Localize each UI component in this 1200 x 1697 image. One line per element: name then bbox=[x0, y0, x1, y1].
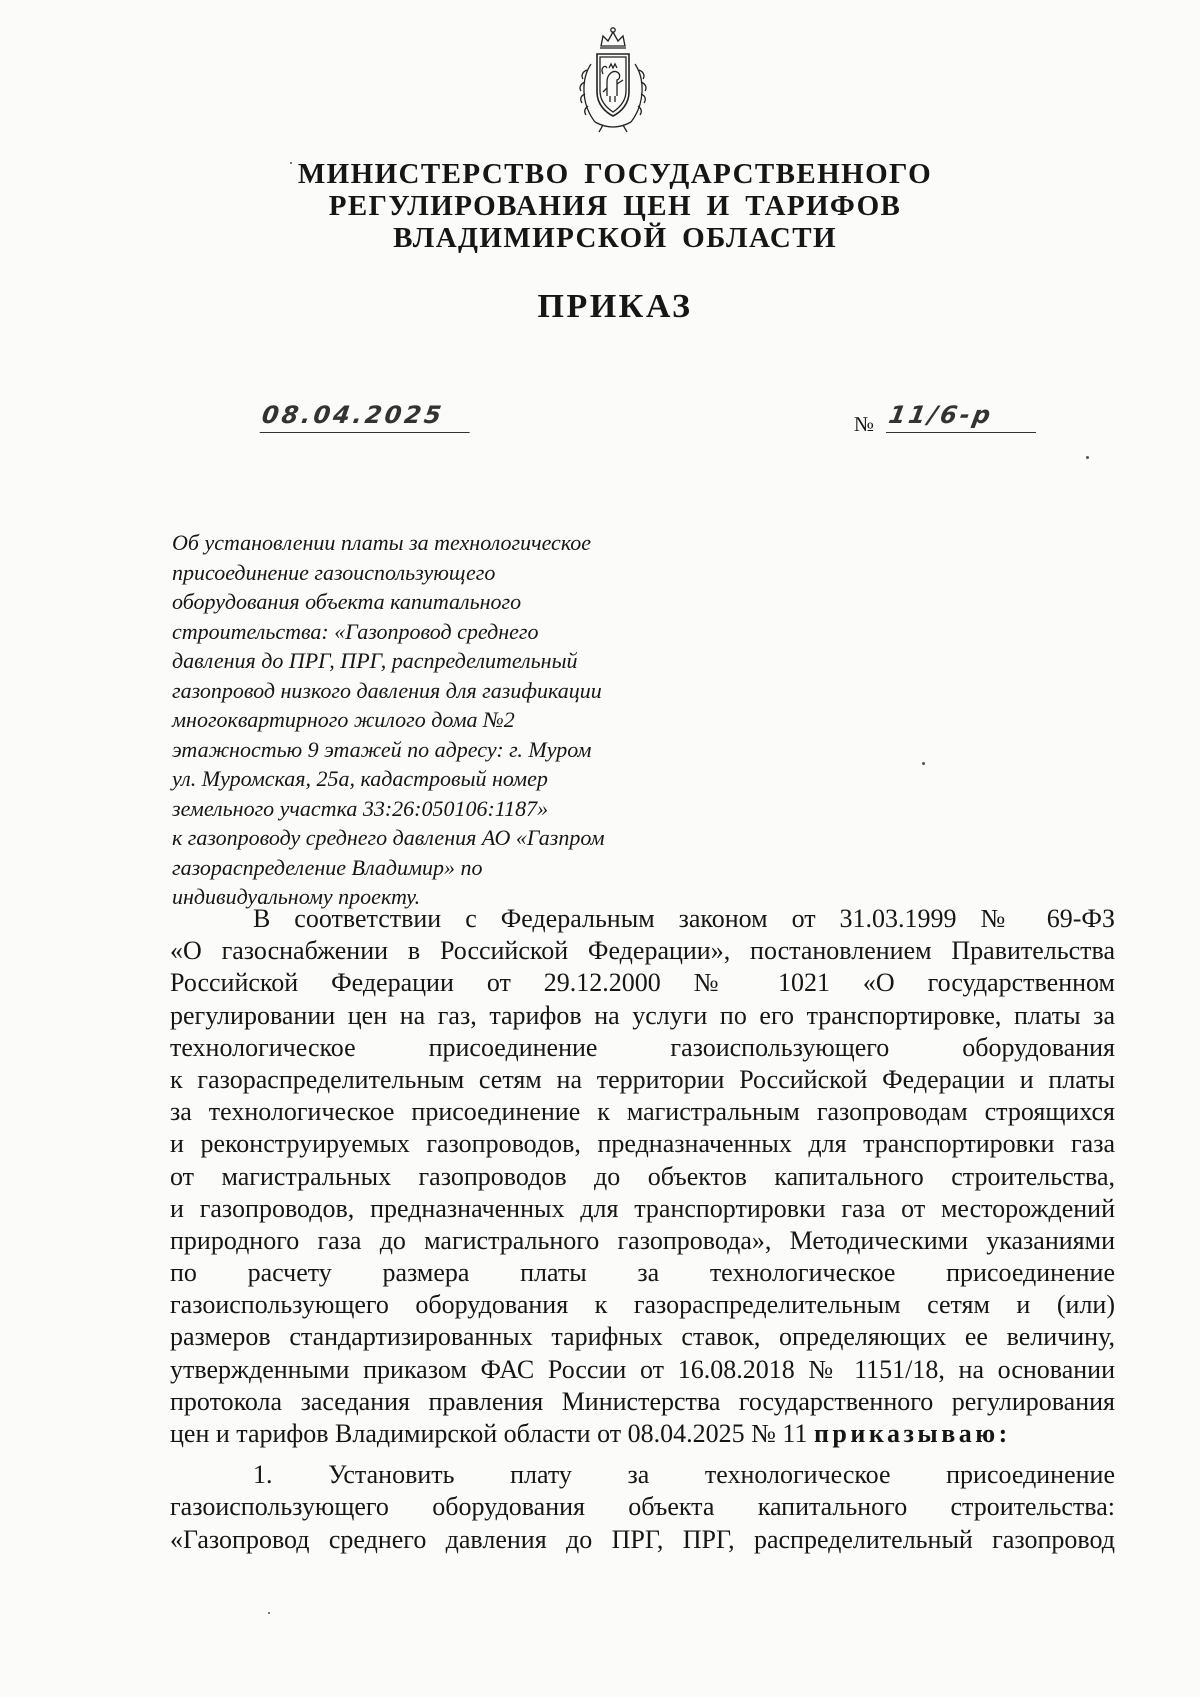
preamble-line: за технологическое присоединение к магистральным газопроводам строящихся bbox=[170, 1097, 1115, 1127]
document-type-title: ПРИКАЗ bbox=[537, 288, 693, 325]
title-line: газораспределение Владимир» по bbox=[172, 854, 483, 880]
title-line: к газопроводу среднего давления АО «Газпром bbox=[172, 825, 605, 850]
title-line: индивидуальному проекту. bbox=[172, 884, 421, 909]
title-line: ул. Муромская, 25а, кадастровый номер bbox=[172, 766, 548, 791]
ministry-header bbox=[200, 158, 1030, 254]
item-1-line: «Газопровод среднего давления до ПРГ, ПРГ, распределительный газопровод bbox=[170, 1524, 1115, 1554]
scan-speck bbox=[268, 1612, 270, 1614]
preamble-line: газоиспользующего оборудования к газораспределительным сетям и (или) bbox=[170, 1290, 1115, 1320]
preamble-line: и газопроводов, предназначенных для транспортировки газа от месторождений bbox=[170, 1193, 1115, 1223]
coat-of-arms-icon bbox=[573, 24, 653, 134]
title-line: присоединение газоиспользующего bbox=[172, 559, 496, 585]
preamble-line: по расчету размера платы за технологическое присоединение bbox=[170, 1258, 1115, 1288]
item-1-line: 1. Установить плату за технологическое присоединение bbox=[253, 1460, 1115, 1490]
preamble-line: протокола заседания правления Министерства государственного регулирования bbox=[170, 1386, 1115, 1416]
title-line: Об установлении платы за технологическое bbox=[172, 530, 592, 555]
preamble-line: природного газа до магистрального газопровода», Методическими указаниями bbox=[170, 1225, 1115, 1255]
number-sign: № bbox=[854, 412, 875, 436]
header-line: МИНИСТЕРСТВО ГОСУДАРСТВЕННОГО bbox=[297, 158, 933, 190]
scan-speck bbox=[1086, 456, 1089, 459]
preamble-final-text: цен и тарифов Владимирской области от 08.04.2025 № 11 bbox=[170, 1419, 814, 1448]
order-body bbox=[170, 903, 1115, 1556]
scan-speck bbox=[290, 162, 292, 164]
preamble-line: технологическое присоединение газоиспользующего оборудования bbox=[170, 1032, 1115, 1062]
order-date: 08.04.2025 bbox=[260, 398, 475, 433]
item-1-line: газоиспользующего оборудования объекта капитального строительства: bbox=[170, 1492, 1115, 1522]
title-line: строительства: «Газопровод среднего bbox=[172, 618, 539, 644]
title-line: многоквартирного жилого дома №2 bbox=[172, 707, 515, 732]
title-line: земельного участка 33:26:050106:1187» bbox=[172, 795, 549, 821]
title-line: этажностью 9 этажей по адресу: г. Муром bbox=[172, 736, 592, 762]
preamble-line: утвержденными приказом ФАС России от 16.08.2018 № 1151/18, на основании bbox=[170, 1354, 1115, 1384]
preamble-line: Российской Федерации от 29.12.2000 № 1021 «О государственном bbox=[170, 968, 1115, 998]
order-number: 11/6-р bbox=[886, 398, 1042, 433]
scan-speck bbox=[922, 762, 925, 765]
preamble-line: «О газоснабжении в Российской Федерации», постановлением Правительства bbox=[170, 936, 1115, 966]
title-line: газопровод низкого давления для газификации bbox=[172, 677, 602, 703]
preamble-line: размеров стандартизированных тарифных ставок, определяющих ее величину, bbox=[170, 1322, 1115, 1352]
preamble-line: В соответствии с Федеральным законом от 31.03.1999 № 69-ФЗ bbox=[253, 904, 1115, 933]
preamble-line: регулировании цен на газ, тарифов на услуги по его транспортировке, платы за bbox=[170, 1000, 1115, 1030]
title-line: оборудования объекта капитального bbox=[172, 589, 522, 614]
header-line: РЕГУЛИРОВАНИЯ ЦЕН И ТАРИФОВ bbox=[328, 190, 902, 222]
header-line: ВЛАДИМИРСКОЙ ОБЛАСТИ bbox=[393, 222, 837, 254]
preamble-final-line bbox=[170, 1418, 1115, 1450]
preamble-line: и реконструируемых газопроводов, предназначенных для транспортировки газа bbox=[170, 1129, 1115, 1159]
preamble-line: к газораспределительным сетям на территории Российской Федерации и платы bbox=[170, 1064, 1115, 1094]
order-keyword: приказываю: bbox=[813, 1419, 1011, 1448]
title-line: давления до ПРГ, ПРГ, распределительный bbox=[172, 648, 578, 673]
preamble-line: от магистральных газопроводов до объектов капитального строительства, bbox=[170, 1161, 1115, 1191]
order-subject-title bbox=[172, 528, 672, 912]
